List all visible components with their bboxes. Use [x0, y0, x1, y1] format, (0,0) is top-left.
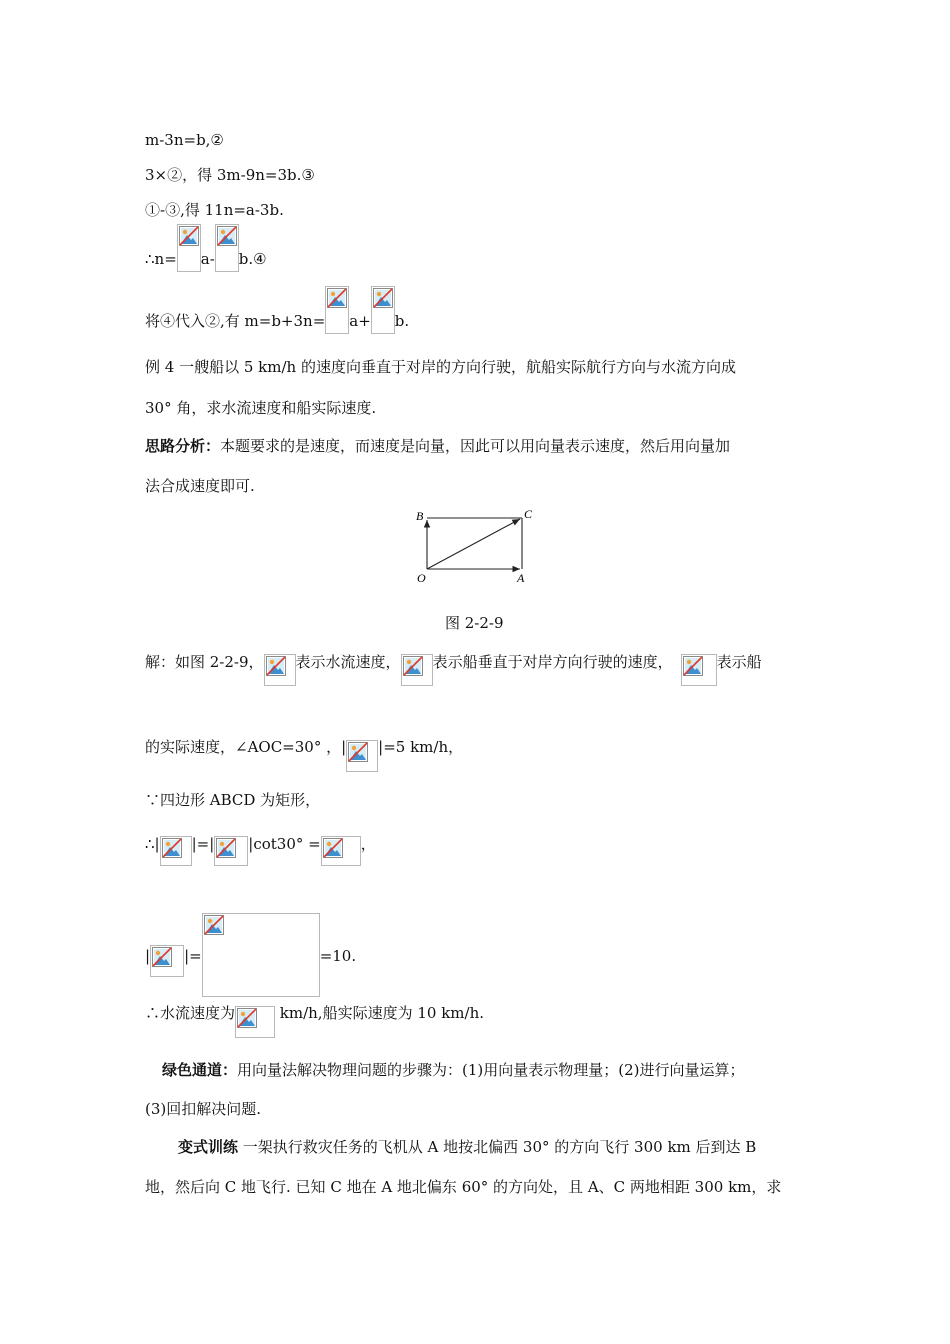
point-label-o: O: [417, 571, 426, 585]
broken-image-icon: [264, 654, 296, 686]
green-channel-text: (3)回扣解决问题.: [145, 1100, 262, 1118]
solution-text: |=|: [191, 835, 215, 853]
point-label-c: C: [524, 507, 533, 521]
solution-text: ∵四边形 ABCD 为矩形，: [145, 791, 321, 809]
solution-text: |=5 km/h，: [378, 738, 464, 756]
broken-image-icon: [214, 836, 248, 866]
broken-image-icon: [177, 224, 201, 272]
solution-text: 的实际速度，∠AOC=30° ，|: [145, 738, 347, 756]
equation-text: m-3n=b,②: [145, 131, 224, 149]
solution-line: [145, 998, 484, 1030]
equation-line: [145, 200, 284, 220]
broken-image-icon: [150, 945, 184, 977]
solution-text: 表示水流速度，: [295, 653, 401, 671]
solution-text: |: [145, 947, 151, 965]
figure-caption: 图 2-2-9: [445, 614, 504, 632]
equation-line: [145, 130, 224, 150]
solution-text: |=: [184, 947, 202, 965]
solution-text: =10.: [319, 947, 357, 965]
solution-text: 解：如图 2-2-9，: [145, 653, 264, 671]
green-channel-label: 绿色通道：: [162, 1061, 238, 1079]
broken-image-icon: [325, 286, 349, 334]
solution-text: ，: [360, 835, 376, 853]
example-text: 30° 角，求水流速度和船实际速度.: [145, 399, 377, 417]
equation-text: b.: [394, 312, 410, 330]
solution-text: 表示船垂直于对岸方向行驶的速度，: [432, 653, 673, 671]
solution-text: km/h,船实际速度为 10 km/h.: [275, 1004, 484, 1022]
broken-image-icon: [371, 286, 395, 334]
equation-text: 3×②，得 3m-9n=3b.③: [145, 166, 315, 184]
variant-training-text: 地，然后向 C 地飞行. 已知 C 地在 A 地北偏东 60° 的方向处，且 A、C 两地相距 300 km，求: [145, 1178, 782, 1196]
example-text: 例 4 一艘船以 5 km/h 的速度向垂直于对岸的方向行驶，航船实际航行方向与水流方向成: [145, 358, 736, 376]
variant-training-label: 变式训练: [178, 1138, 239, 1156]
broken-image-icon: [202, 913, 320, 997]
solution-line: [145, 650, 762, 676]
broken-image-icon: [681, 654, 717, 686]
broken-image-icon: [401, 654, 433, 686]
solution-line: [145, 830, 376, 860]
analysis-label: 思路分析：: [145, 437, 221, 455]
equation-text: a+: [349, 312, 371, 330]
equation-text: ∴n=: [145, 250, 177, 268]
equation-line: [145, 165, 315, 185]
equation-line: [145, 248, 267, 272]
equation-text: 将④代入②,有 m=b+3n=: [145, 312, 326, 330]
solution-text: ∴|: [145, 835, 160, 853]
green-channel-text: 用向量法解决物理问题的步骤为：(1)用向量表示物理量；(2)进行向量运算；: [237, 1061, 745, 1079]
solution-text: |cot30° =: [248, 835, 321, 853]
broken-image-icon: [321, 836, 361, 866]
vector-rectangle-figure: [405, 502, 545, 592]
equation-line: [145, 310, 409, 334]
analysis-text: 法合成速度即可.: [145, 477, 255, 495]
equation-text: ①-③,得 11n=a-3b.: [145, 201, 284, 219]
point-label-b: B: [416, 509, 424, 523]
broken-image-icon: [160, 836, 192, 866]
broken-image-icon: [346, 740, 378, 772]
variant-training-text: 一架执行救灾任务的飞机从 A 地按北偏西 30° 的方向飞行 300 km 后到达 B: [238, 1138, 757, 1156]
solution-text: 表示船: [716, 653, 762, 671]
broken-image-icon: [215, 224, 239, 272]
vector-oc: [427, 519, 520, 569]
solution-text: ∴水流速度为: [145, 1004, 236, 1022]
broken-image-icon: [235, 1006, 275, 1038]
analysis-text: 本题要求的是速度，而速度是向量，因此可以用向量表示速度，然后用向量加: [220, 437, 731, 455]
variant-training-paragraph: [178, 1137, 756, 1157]
point-label-a: A: [517, 571, 525, 585]
equation-text: b.④: [238, 250, 267, 268]
green-channel-paragraph: [162, 1060, 745, 1080]
equation-text: a-: [200, 250, 215, 268]
analysis-paragraph: [145, 436, 730, 456]
solution-line: [145, 732, 463, 764]
solution-line: [145, 915, 356, 999]
